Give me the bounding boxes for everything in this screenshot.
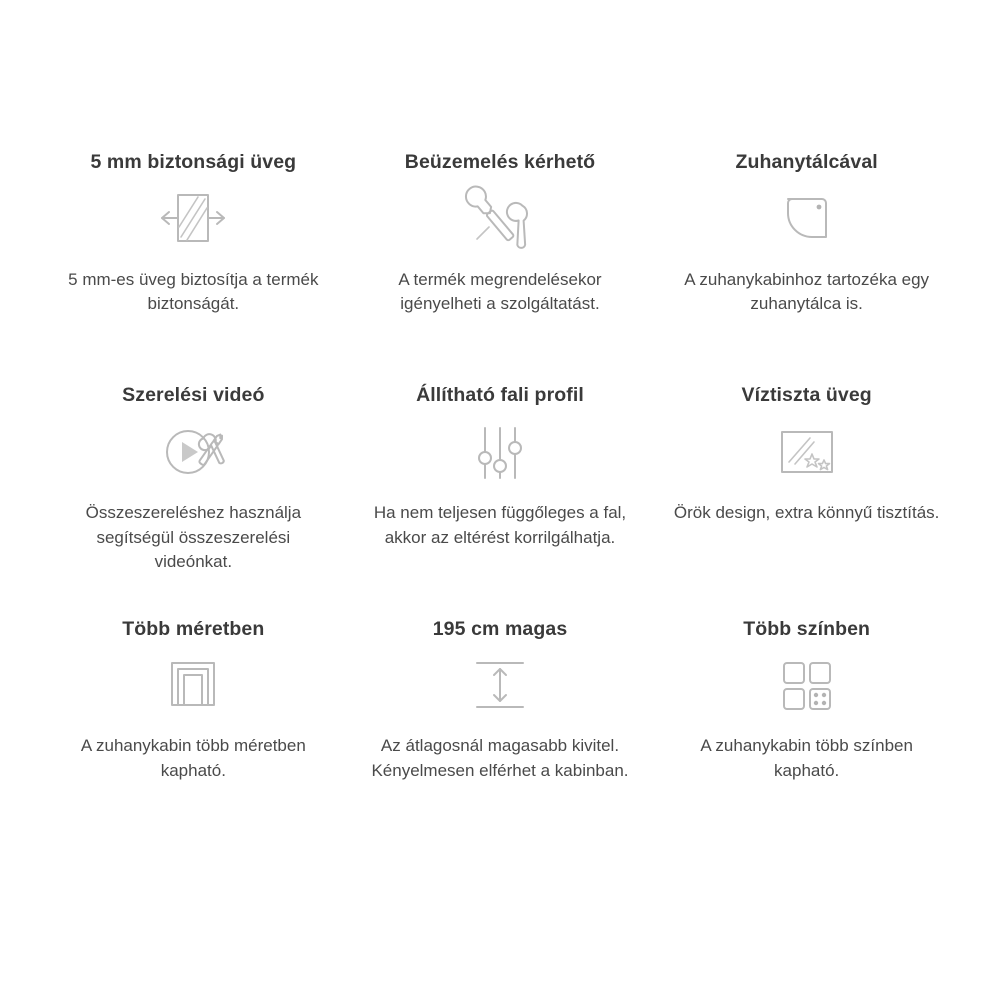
feature-title: Több méretben <box>122 617 265 640</box>
multiple-sizes-icon <box>150 650 236 724</box>
feature-card-assembly-video <box>40 383 347 616</box>
feature-card-height <box>347 617 654 850</box>
feature-title: 195 cm magas <box>432 617 568 640</box>
feature-title: Több színben <box>743 617 871 640</box>
feature-description: A zuhanykabinhoz tartozéka egy zuhanytálca is. <box>684 269 930 314</box>
feature-card-safety-glass <box>40 150 347 383</box>
feature-description: A termék megrendelésekor igényelheti a szolgáltatást. <box>398 269 602 314</box>
feature-description: Ha nem teljesen függőleges a fal, akkor az eltérést korrilgálhatja. <box>373 503 627 547</box>
clear-glass-icon <box>764 417 850 491</box>
feature-description: Örök design, extra könnyű tisztítás. <box>673 503 940 523</box>
assembly-video-icon <box>150 417 236 491</box>
installation-tools-icon <box>457 184 543 258</box>
feature-title: Víztiszta üveg <box>741 384 872 407</box>
feature-card-adjustable-profile <box>347 383 654 616</box>
feature-description: 5 mm-es üveg biztosítja a termék biztonságát. <box>68 269 319 314</box>
feature-description: Az átlagosnál magasabb kivitel. Kényelmesen elférhet a kabinban. <box>371 736 629 781</box>
safety-glass-icon <box>150 184 236 258</box>
feature-title: Állítható fali profil <box>416 384 584 407</box>
multiple-colors-icon <box>764 650 850 724</box>
feature-description: A zuhanykabin több színben kapható. <box>700 736 913 781</box>
feature-title: Beüzemelés kérhető <box>404 151 596 173</box>
feature-card-clear-glass <box>653 383 960 616</box>
feature-description: A zuhanykabin több méretben kapható. <box>80 736 306 781</box>
adjustable-wall-profile-icon <box>457 417 543 491</box>
feature-card-installation <box>347 150 654 383</box>
shower-tray-icon <box>764 184 850 258</box>
feature-title: 5 mm biztonsági üveg <box>90 151 297 173</box>
feature-title: Zuhanytálcával <box>735 151 878 173</box>
height-195cm-icon <box>457 650 543 724</box>
feature-card-multiple-sizes <box>40 617 347 850</box>
feature-card-multiple-colors <box>653 617 960 850</box>
feature-description: Összeszereléshez használja segítségül összeszerelési videónkat. <box>85 503 302 572</box>
feature-card-shower-tray <box>653 150 960 383</box>
feature-title: Szerelési videó <box>122 384 265 407</box>
